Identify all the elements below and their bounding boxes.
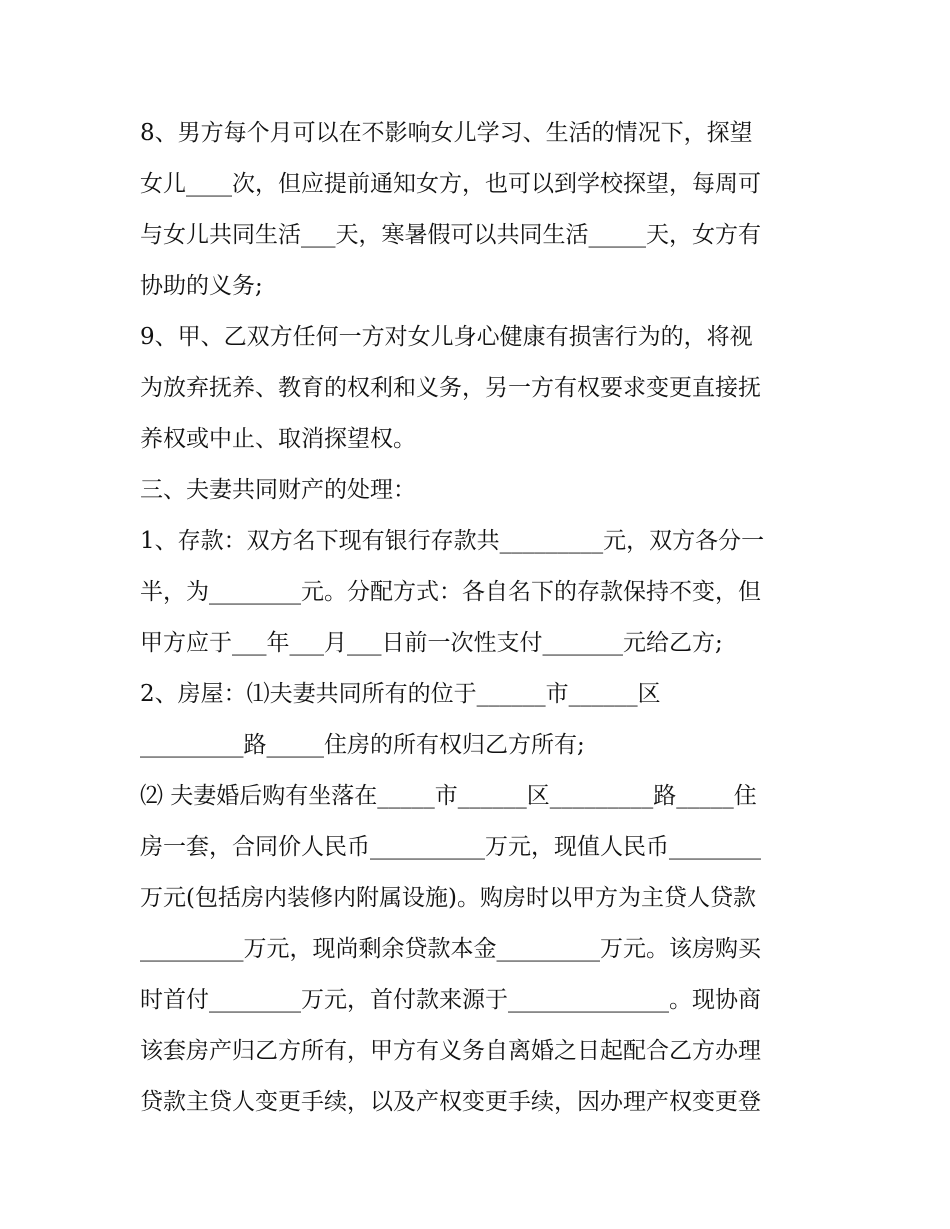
- text-line-17: _________万元，现尚剩余贷款本金_________万元。该房购买: [140, 936, 761, 962]
- text-line-9: 1、存款：双方名下现有银行存款共_________元，双方各分一: [140, 528, 765, 554]
- text-line-4: 协助的义务;: [140, 273, 263, 299]
- text-line-10: 半，为________元。分配方式：各自名下的存款保持不变，但: [140, 579, 761, 605]
- document-body: [140, 108, 820, 1128]
- text-line-19: 该套房产归乙方所有，甲方有义务自离婚之日起配合乙方办理: [140, 1038, 761, 1064]
- text-line-16: 万元(包括房内装修内附属设施)。购房时以甲方为主贷人贷款: [140, 885, 756, 911]
- text-line-5: 9、甲、乙双方任何一方对女儿身心健康有损害行为的，将视: [140, 324, 753, 350]
- text-line-12: 2、房屋：⑴夫妻共同所有的位于______市______区: [140, 681, 661, 707]
- text-line-14: ⑵ 夫妻婚后购有坐落在_____市______区_________路_____住: [140, 783, 757, 809]
- text-line-3: 与女儿共同生活___天，寒暑假可以共同生活_____天，女方有: [140, 222, 761, 248]
- text-line-6: 为放弃抚养、教育的权利和义务，另一方有权要求变更直接抚: [140, 375, 761, 401]
- text-line-13: _________路_____住房的所有权归乙方所有;: [140, 732, 585, 758]
- text-line-7: 养权或中止、取消探望权。: [140, 426, 416, 452]
- text-line-1: 8、男方每个月可以在不影响女儿学习、生活的情况下，探望: [140, 120, 753, 146]
- text-line-15: 房一套，合同价人民币__________万元，现值人民币________: [140, 834, 761, 860]
- text-line-20: 贷款主贷人变更手续，以及产权变更手续，因办理产权变更登: [140, 1089, 761, 1115]
- text-line-11: 甲方应于___年___月___日前一次性支付_______元给乙方;: [140, 630, 723, 656]
- text-line-18: 时首付________万元，首付款来源于______________。现协商: [140, 987, 761, 1013]
- section-heading: 三、夫妻共同财产的处理：: [140, 477, 416, 503]
- text-line-2: 女儿____次，但应提前通知女方，也可以到学校探望，每周可: [140, 171, 761, 197]
